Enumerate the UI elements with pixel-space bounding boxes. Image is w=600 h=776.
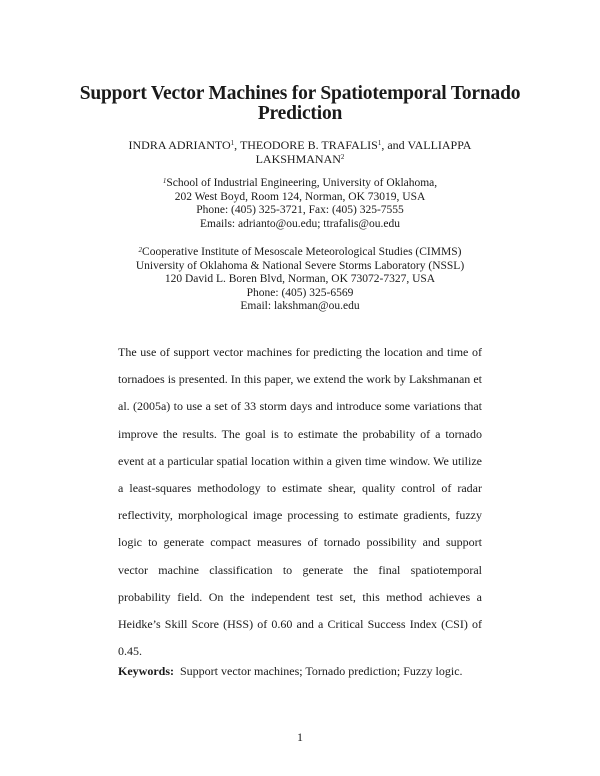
- author-name-part: LAKSHMANAN: [255, 152, 341, 166]
- affiliation-2: [60, 246, 540, 314]
- author-name: THEODORE B. TRAFALIS: [239, 138, 378, 152]
- affiliation-marker: 1: [377, 139, 382, 147]
- affiliation-1: [60, 177, 540, 231]
- affiliation-line: 202 West Boyd, Room 124, Norman, OK 73019, USA: [174, 190, 426, 203]
- keywords-label: Keywords:: [118, 664, 174, 678]
- author-name-part: VALLIAPPA: [407, 138, 472, 152]
- title-line-2: Prediction: [257, 103, 343, 124]
- author-separator: , and: [381, 138, 408, 152]
- authors-line-2: [60, 152, 540, 166]
- affiliation-line: Phone: (405) 325-6569: [246, 286, 354, 299]
- affiliation-marker: 2: [340, 153, 345, 161]
- author-separator: ,: [234, 138, 240, 152]
- affiliation-line: University of Oklahoma & National Severe Storms Laboratory (NSSL): [135, 259, 465, 272]
- keywords: [118, 664, 498, 678]
- affiliation-email: Email: lakshman@ou.edu: [240, 300, 360, 313]
- affiliation-line: Phone: (405) 325-3721, Fax: (405) 325-7555: [196, 204, 404, 217]
- author-list: [60, 138, 540, 166]
- authors-line-1: [60, 138, 540, 152]
- title-line-1: Support Vector Machines for Spatiotemporal Tornado: [79, 83, 521, 104]
- affiliation-text: School of Industrial Engineering, University of Oklahoma,: [166, 177, 438, 189]
- affiliation-marker: 1: [230, 139, 235, 147]
- affiliation-marker: 2: [138, 246, 143, 254]
- page-number: 1: [297, 730, 303, 744]
- affiliation-line: 120 David L. Boren Blvd, Norman, OK 73072-7327, USA: [164, 273, 436, 286]
- affiliation-text: Cooperative Institute of Mesoscale Meteorological Studies (CIMMS): [142, 246, 462, 258]
- affiliation-emails: Emails: adrianto@ou.edu; ttrafalis@ou.edu: [199, 217, 401, 230]
- affiliation-line: [60, 177, 540, 191]
- author-name: INDRA ADRIANTO: [128, 138, 231, 152]
- affiliation-line: [60, 246, 540, 260]
- keywords-text: Support vector machines; Tornado prediction; Fuzzy logic.: [180, 664, 463, 678]
- abstract: The use of support vector machines for predicting the location and time of tornadoes is presented. In this paper, we extend the work by Lakshmanan et al. (2005a) to use a set of 33 storm days and introduce some variations that improve the results. The goal is to estimate the probability of a tornado event at a particular spatial location within a given time window. We utilize a least-squares methodology to estimate shear, quality control of radar reflectivity, morphological image processing to estimate gradients, fuzzy logic to generate compact measures of tornado possibility and support vector machine classification to generate the final spatiotemporal probability field. On the independent test set, this method achieves a Heidke’s Skill Score (HSS) of 0.60 and a Critical Success Index (CSI) of 0.45.: [118, 345, 482, 659]
- paper-title: [60, 84, 540, 124]
- affiliation-marker: 1: [162, 177, 167, 185]
